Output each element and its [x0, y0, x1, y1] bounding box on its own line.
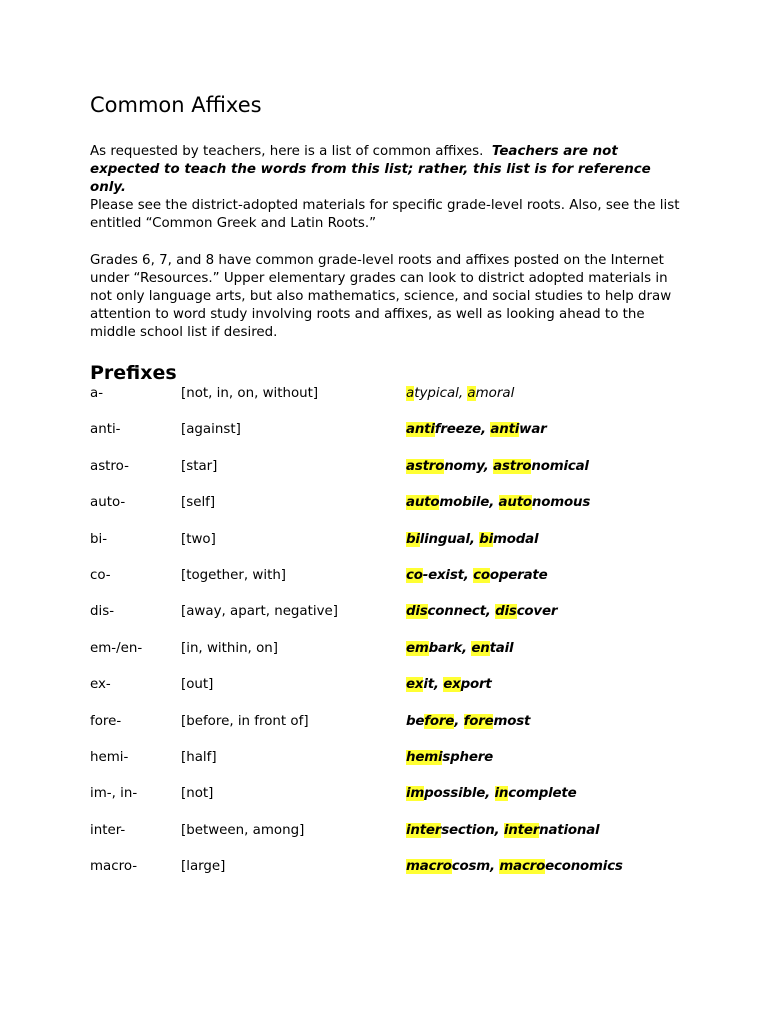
- example-1-rest: cosm: [451, 859, 490, 875]
- example-separator: ,: [485, 786, 495, 802]
- example-cell: [406, 820, 599, 842]
- example-words: [406, 823, 599, 838]
- example-separator: ,: [481, 422, 491, 438]
- example-1-rest: section: [441, 822, 495, 838]
- table-row: [0, 492, 768, 514]
- meaning-cell: [star]: [181, 458, 218, 474]
- example-1-highlight: anti: [406, 422, 435, 438]
- example-cell: [406, 456, 589, 478]
- meaning-cell: [together, with]: [181, 568, 287, 583]
- prefix-cell: fore-: [90, 713, 122, 729]
- meaning-cell: [away, apart, negative]: [181, 604, 338, 620]
- example-2-highlight: co: [473, 568, 490, 583]
- meaning-cell: [before, in front of]: [181, 713, 309, 729]
- example-2-rest: port: [460, 677, 492, 693]
- example-cell: [406, 529, 538, 551]
- example-2-rest: moral: [475, 386, 515, 401]
- meaning-cell: [self]: [181, 495, 216, 511]
- example-2-rest: modal: [492, 531, 539, 547]
- example-2-rest: nomous: [531, 495, 591, 511]
- example-cell: [406, 492, 590, 514]
- example-1-highlight: inter: [406, 822, 442, 838]
- example-2-highlight: anti: [490, 422, 520, 438]
- intro-paragraph-1: [90, 143, 690, 197]
- example-1-highlight: co: [406, 568, 423, 583]
- example-cell: [406, 674, 492, 696]
- example-1-highlight: astro: [406, 458, 445, 474]
- table-row: [0, 419, 768, 441]
- example-1-rest: freeze: [434, 422, 482, 438]
- table-row: [0, 674, 768, 696]
- example-2-rest: economics: [545, 859, 623, 875]
- intro-paragraph-2: Please see the district-adopted materials for specific grade-level roots. Also, see the list entitled “Common Greek and Latin Roots.”: [90, 198, 680, 231]
- example-1-rest: mobile: [439, 495, 490, 511]
- meaning-cell: [not]: [181, 786, 214, 802]
- example-words: [406, 750, 493, 765]
- table-row: [0, 747, 768, 769]
- meaning-cell: [in, within, on]: [181, 640, 278, 656]
- example-2-highlight: dis: [495, 604, 517, 620]
- example-1-highlight: ex: [406, 677, 424, 693]
- prefix-cell: co-: [90, 568, 111, 583]
- example-1-highlight: em: [406, 640, 429, 656]
- example-separator: ,: [490, 859, 500, 875]
- meaning-cell: [two]: [181, 531, 216, 547]
- example-cell: [406, 638, 513, 660]
- table-row: [0, 638, 768, 660]
- prefix-cell: astro-: [90, 458, 129, 474]
- table-row: [0, 820, 768, 842]
- intro-text: As requested by teachers, here is a list of common affixes.: [90, 144, 484, 159]
- example-1-rest: it: [423, 677, 434, 693]
- example-1-highlight: hemi: [406, 750, 443, 765]
- example-2-highlight: bi: [479, 531, 493, 547]
- prefix-cell: auto-: [90, 495, 126, 511]
- table-row: [0, 783, 768, 805]
- example-2-rest: nomical: [531, 458, 589, 474]
- table-row: [0, 383, 768, 405]
- example-words: [406, 422, 547, 437]
- example-words: [406, 495, 590, 510]
- prefix-cell: em-/en-: [90, 640, 143, 656]
- example-2-highlight: fore: [463, 713, 494, 729]
- example-1-rest: bark: [428, 640, 462, 656]
- meaning-cell: [between, among]: [181, 822, 305, 838]
- prefix-cell: anti-: [90, 422, 121, 438]
- example-words: [406, 459, 589, 474]
- example-separator: ,: [463, 568, 474, 583]
- table-row: [0, 711, 768, 733]
- example-1-rest: -exist: [422, 568, 464, 583]
- prefix-cell: ex-: [90, 677, 111, 693]
- example-separator: ,: [485, 604, 496, 620]
- example-separator: ,: [458, 386, 468, 401]
- example-words: [406, 786, 576, 801]
- example-2-rest: operate: [489, 568, 548, 583]
- example-separator: ,: [489, 495, 499, 511]
- example-words: [406, 714, 530, 729]
- example-separator: ,: [483, 458, 494, 474]
- example-1-rest: sphere: [442, 750, 494, 765]
- example-words: [406, 532, 538, 547]
- example-2-highlight: a: [467, 386, 476, 401]
- example-2-highlight: macro: [499, 859, 546, 875]
- example-1-rest: connect: [427, 604, 486, 620]
- example-2-rest: complete: [508, 786, 577, 802]
- example-1-highlight: dis: [406, 604, 428, 620]
- example-2-highlight: astro: [493, 458, 532, 474]
- prefix-cell: macro-: [90, 859, 138, 875]
- table-row: [0, 456, 768, 478]
- example-words: [406, 604, 557, 619]
- example-1-rest: possible: [424, 786, 486, 802]
- example-1-highlight: macro: [406, 859, 452, 875]
- example-words: [406, 386, 514, 401]
- example-2-highlight: en: [471, 640, 490, 656]
- example-1-start: be: [406, 713, 425, 729]
- example-1-highlight: im: [406, 786, 425, 802]
- example-words: [406, 568, 548, 583]
- example-1-highlight: a: [406, 386, 415, 401]
- page-title: Common Affixes: [90, 93, 262, 117]
- example-cell: [406, 856, 623, 878]
- prefixes-heading: Prefixes: [90, 362, 177, 384]
- meaning-cell: [out]: [181, 677, 214, 693]
- prefix-cell: bi-: [90, 531, 108, 547]
- example-separator: ,: [461, 640, 472, 656]
- example-1-rest: lingual: [419, 531, 470, 547]
- example-2-rest: most: [493, 713, 531, 729]
- prefix-cell: a-: [90, 386, 104, 401]
- example-words: [406, 859, 623, 874]
- prefix-cell: dis-: [90, 604, 115, 620]
- example-cell: [406, 783, 576, 805]
- example-1-rest: typical: [414, 386, 459, 401]
- prefix-cell: im-, in-: [90, 786, 138, 802]
- example-1-highlight: bi: [406, 531, 420, 547]
- example-1-highlight: auto: [406, 495, 440, 511]
- example-2-highlight: inter: [503, 822, 540, 838]
- meaning-cell: [against]: [181, 422, 241, 438]
- example-2-rest: tail: [489, 640, 514, 656]
- example-1-rest: nomy: [444, 458, 484, 474]
- example-2-rest: cover: [516, 604, 558, 620]
- table-row: [0, 856, 768, 878]
- meaning-cell: [large]: [181, 859, 226, 875]
- example-cell: [406, 601, 557, 623]
- table-row: [0, 601, 768, 623]
- intro-paragraph-3: Grades 6, 7, and 8 have common grade-level roots and affixes posted on the Internet under “Resources.” Upper elementary grades can look to district adopted materials in not only language arts, but also mathematics, science, and social studies to help draw attention to word study involving roots and affixes, as well as looking ahead to the middle school list if desired.: [90, 253, 672, 340]
- prefix-cell: hemi-: [90, 750, 129, 765]
- example-separator: ,: [469, 531, 480, 547]
- example-cell: [406, 383, 514, 405]
- example-cell: [406, 419, 547, 441]
- example-2-rest: war: [519, 422, 547, 438]
- example-2-rest: national: [539, 822, 600, 838]
- example-words: [406, 641, 513, 656]
- example-2-highlight: auto: [498, 495, 532, 511]
- example-2-highlight: in: [494, 786, 509, 802]
- example-words: [406, 677, 492, 692]
- prefix-cell: inter-: [90, 822, 126, 838]
- example-cell: [406, 711, 530, 733]
- intro-emphasis: Teachers are not expected to teach the words from this list; rather, this list is for reference only.: [90, 144, 651, 195]
- example-1-highlight: fore: [424, 713, 455, 729]
- example-cell: [406, 565, 548, 587]
- example-separator: ,: [454, 713, 464, 729]
- example-separator: ,: [433, 677, 444, 693]
- example-2-highlight: ex: [443, 677, 461, 693]
- meaning-cell: [not, in, on, without]: [181, 386, 319, 401]
- example-cell: [406, 747, 493, 769]
- table-row: [0, 565, 768, 587]
- meaning-cell: [half]: [181, 750, 217, 765]
- table-row: [0, 529, 768, 551]
- example-separator: ,: [494, 822, 504, 838]
